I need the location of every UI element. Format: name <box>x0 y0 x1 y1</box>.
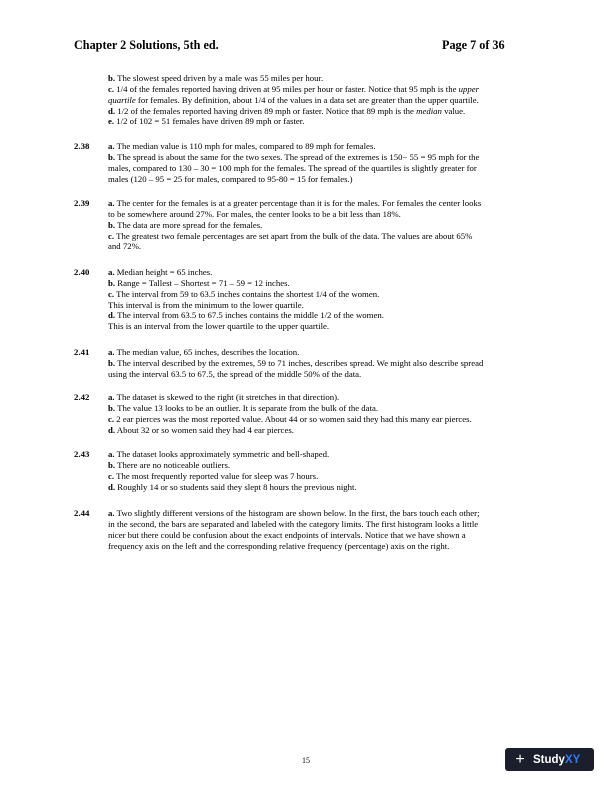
solution-continuation <box>74 73 540 127</box>
answer-line: d. About 32 or so women said they had 4 ear pierces. <box>108 424 294 435</box>
answer-line: a. Median height = 65 inches. <box>108 267 213 277</box>
solution-2-39 <box>74 198 540 252</box>
answer-line: This interval is from the minimum to the lower quartile. <box>108 299 304 310</box>
problem-number: 2.38 <box>74 141 90 151</box>
answer-line: b. There are no noticeable outliers. <box>108 459 231 470</box>
solution-2-44 <box>74 508 540 551</box>
answer-line: a. The median value, 65 inches, describes the location. <box>108 347 300 357</box>
answer-line: c. 1/4 of the females reported having driven at 95 miles per hour or faster. Notice that 95 mph is the upper <box>108 83 480 94</box>
solution-2-40 <box>74 267 540 332</box>
page-indicator: Page 7 of 36 <box>442 38 505 52</box>
answer-line: d. 1/2 of the females reported having driven 89 mph or faster. Notice that 89 mph is the median value. <box>108 105 466 116</box>
answer-line: c. The greatest two female percentages are set apart from the bulk of the data. The values are about 65% <box>108 230 473 241</box>
studyxy-badge[interactable] <box>505 748 594 771</box>
chapter-title: Chapter 2 Solutions, 5th ed. <box>74 38 219 52</box>
answer-line: b. The spread is about the same for the two sexes. The spread of the extremes is 150− 55 = 95 mph for the <box>108 151 480 162</box>
page-header <box>74 38 538 52</box>
solution-2-41 <box>74 347 540 380</box>
answer-line: a. The center for the females is at a greater percentage than it is for the males. For females the center looks <box>108 198 482 208</box>
answer-line: d. The interval from 63.5 to 67.5 inches contains the middle 1/2 of the women. <box>108 310 384 321</box>
answer-line: b. The slowest speed driven by a male was 55 miles per hour. <box>108 73 324 83</box>
page-number: 15 <box>302 756 310 765</box>
answer-line: c. The interval from 59 to 63.5 inches contains the shortest 1/4 of the women. <box>108 288 380 299</box>
problem-number: 2.44 <box>74 508 90 518</box>
brand-name: StudyXY <box>533 753 581 766</box>
answer-line: b. The value 13 looks to be an outlier. It is separate from the bulk of the data. <box>108 402 379 413</box>
problem-number: 2.41 <box>74 347 90 357</box>
problem-number: 2.43 <box>74 449 90 459</box>
answer-line: a. Two slightly different versions of the histogram are shown below. In the first, the bars touch each other; <box>108 508 480 518</box>
solution-2-43 <box>74 449 540 492</box>
answer-line: e. 1/2 of 102 = 51 females have driven 89 mph or faster. <box>108 116 305 127</box>
problem-number: 2.42 <box>74 392 90 402</box>
answer-line: a. The dataset looks approximately symmetric and bell-shaped. <box>108 449 330 459</box>
answer-line: b. The interval described by the extremes, 59 to 71 inches, describes spread. We might also describe spread <box>108 357 484 368</box>
problem-number: 2.39 <box>74 198 90 208</box>
answer-line: males, compared to 130 – 30 = 100 mph for the females. The spread of the quartiles is slightly greater for <box>108 162 477 173</box>
answer-line: nicer but there could be confusion about the exact endpoints of intervals. Notice that we have shown a <box>108 529 466 540</box>
answer-line: using the interval 63.5 to 67.5, the spread of the middle 50% of the data. <box>108 368 362 379</box>
answer-line: frequency axis on the left and the corresponding relative frequency (percentage) axis on the right. <box>108 540 450 551</box>
answer-line: c. The most frequently reported value for sleep was 7 hours. <box>108 470 319 481</box>
answer-line: a. The dataset is skewed to the right (it stretches in that direction). <box>108 392 340 402</box>
answer-line: and 72%. <box>108 241 142 252</box>
answer-line: b. Range = Tallest – Shortest = 71 – 59 = 12 inches. <box>108 277 290 288</box>
answer-line: c. 2 ear pierces was the most reported value. About 44 or so women said they had this many ear pierces. <box>108 413 472 424</box>
answer-line: d. Roughly 14 or so students said they slept 8 hours the previous night. <box>108 481 357 492</box>
answer-line: to be somewhere around 27%. For males, the center looks to be a bit less than 18%. <box>108 208 401 219</box>
answer-line: quartile for females. By definition, about 1/4 of the values in a data set are greater than the upper quartile. <box>108 94 479 105</box>
problem-number: 2.40 <box>74 267 90 277</box>
answer-line: males (120 – 95 = 25 for males, compared to 95-80 = 15 for females.) <box>108 173 353 184</box>
solution-2-42 <box>74 392 540 435</box>
solution-2-38 <box>74 141 540 184</box>
answer-line: b. The data are more spread for the females. <box>108 219 263 230</box>
plus-icon: + <box>515 750 525 768</box>
answer-line: a. The median value is 110 mph for males, compared to 89 mph for females. <box>108 141 376 151</box>
answer-line: in the second, the bars are separated and labeled with the category limits. The first histogram looks a little <box>108 518 479 529</box>
answer-line: This is an interval from the lower quartile to the upper quartile. <box>108 321 330 332</box>
